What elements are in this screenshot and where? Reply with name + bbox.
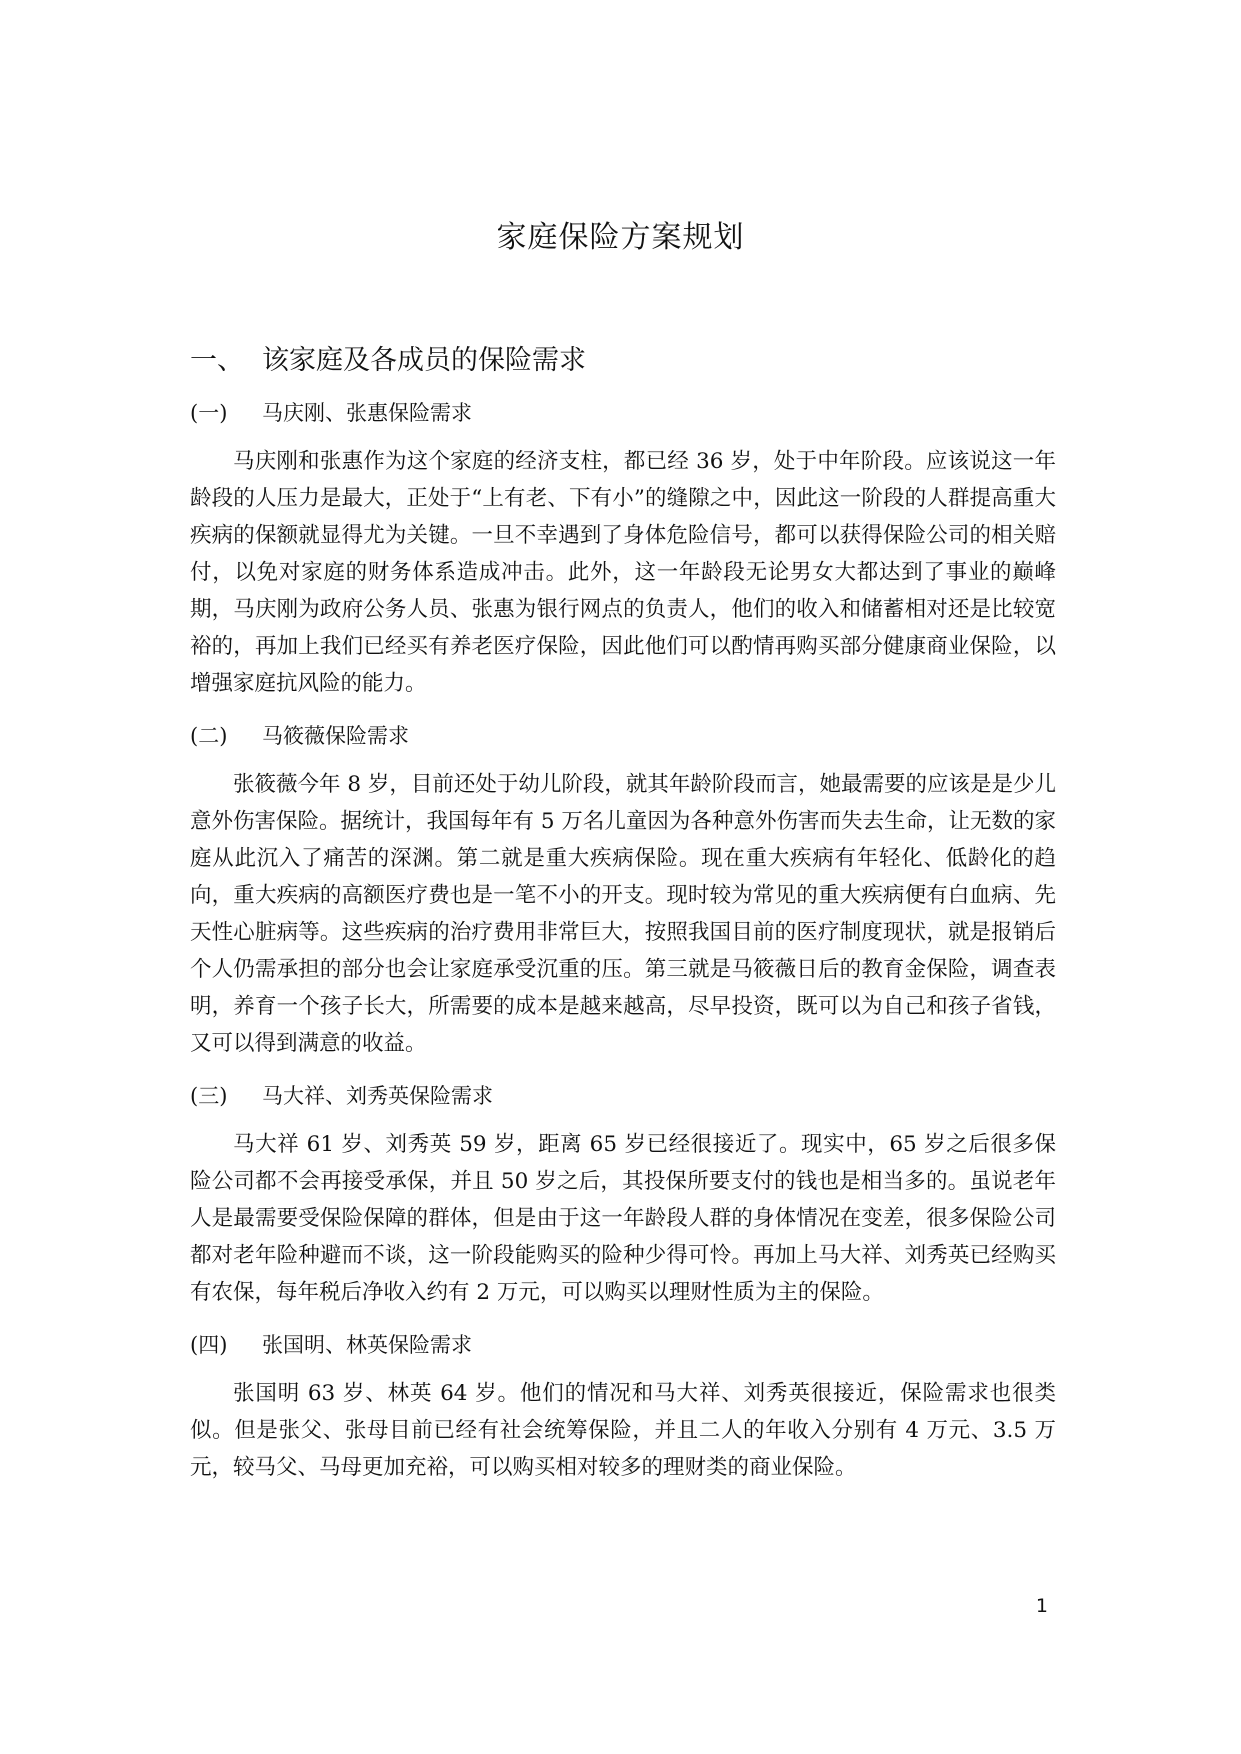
subsection-number: (四) bbox=[190, 1333, 228, 1357]
subsection-heading-4 bbox=[190, 1329, 1070, 1359]
subsection-title: 马筱薇保险需求 bbox=[262, 724, 409, 748]
subsection-heading-2 bbox=[190, 720, 1070, 750]
body-paragraph: 马庆刚和张惠作为这个家庭的经济支柱，都已经 36 岁，处于中年阶段。应该说这一年龄段的人压力是最大，正处于“上有老、下有小”的缝隙之中，因此这一阶段的人群提高重大疾病的保额就显得尤为关键。一旦不幸遇到了身体危险信号，都可以获得保险公司的相关赔付，以免对家庭的财务体系造成冲击。此外，这一年龄段无论男女大都达到了事业的巅峰期，马庆刚为政府公务人员、张惠为银行网点的负责人，他们的收入和储蓄相对还是比较宽裕的，再加上我们已经买有养老医疗保险，因此他们可以酌情再购买部分健康商业保险，以增强家庭抗风险的能力。 bbox=[190, 449, 1056, 696]
body-paragraph: 张国明 63 岁、林英 64 岁。他们的情况和马大祥、刘秀英很接近，保险需求也很类似。但是张父、张母目前已经有社会统筹保险，并且二人的年收入分别有 4 万元、3.5 万元，较马父、马母更加充裕，可以购买相对较多的理财类的商业保险。 bbox=[190, 1381, 1056, 1480]
subsection-number: (一) bbox=[190, 401, 228, 425]
section-number: 一、 bbox=[190, 345, 244, 376]
section-heading bbox=[190, 338, 1070, 377]
subsection-number: (三) bbox=[190, 1084, 228, 1108]
subsection-title: 马庆刚、张惠保险需求 bbox=[262, 401, 472, 425]
subsection-heading-1 bbox=[190, 397, 1070, 427]
page-number: 1 bbox=[1035, 1595, 1048, 1617]
section-title: 该家庭及各成员的保险需求 bbox=[262, 345, 586, 376]
body-paragraph: 马大祥 61 岁、刘秀英 59 岁，距离 65 岁已经很接近了。现实中，65 岁之后很多保险公司都不会再接受承保，并且 50 岁之后，其投保所要支付的钱也是相当多的。虽说老年人是最需要受保险保障的群体，但是由于这一年龄段人群的身体情况在变差，很多保险公司都对老年险种避而不谈，这一阶段能购买的险种少得可怜。再加上马大祥、刘秀英已经购买有农保，每年税后净收入约有 2 万元，可以购买以理财性质为主的保险。 bbox=[190, 1132, 1056, 1305]
subsection-title: 马大祥、刘秀英保险需求 bbox=[262, 1084, 493, 1108]
subsection-heading-3 bbox=[190, 1080, 1070, 1110]
document-title: 家庭保险方案规划 bbox=[496, 220, 745, 255]
body-paragraph: 张筱薇今年 8 岁，目前还处于幼儿阶段，就其年龄阶段而言，她最需要的应该是是少儿意外伤害保险。据统计，我国每年有 5 万名儿童因为各种意外伤害而失去生命，让无数的家庭从此沉入了痛苦的深渊。第二就是重大疾病保险。现在重大疾病有年轻化、低龄化的趋向，重大疾病的高额医疗费也是一笔不小的开支。现时较为常见的重大疾病便有白血病、先天性心脏病等。这些疾病的治疗费用非常巨大，按照我国目前的医疗制度现状，就是报销后个人仍需承担的部分也会让家庭承受沉重的压。第三就是马筱薇日后的教育金保险，调查表明，养育一个孩子长大，所需要的成本是越来越高，尽早投资，既可以为自己和孩子省钱，又可以得到满意的收益。 bbox=[190, 772, 1056, 1056]
subsection-number: (二) bbox=[190, 724, 228, 748]
document-body bbox=[190, 338, 1070, 1504]
subsection-title: 张国明、林英保险需求 bbox=[262, 1333, 472, 1357]
